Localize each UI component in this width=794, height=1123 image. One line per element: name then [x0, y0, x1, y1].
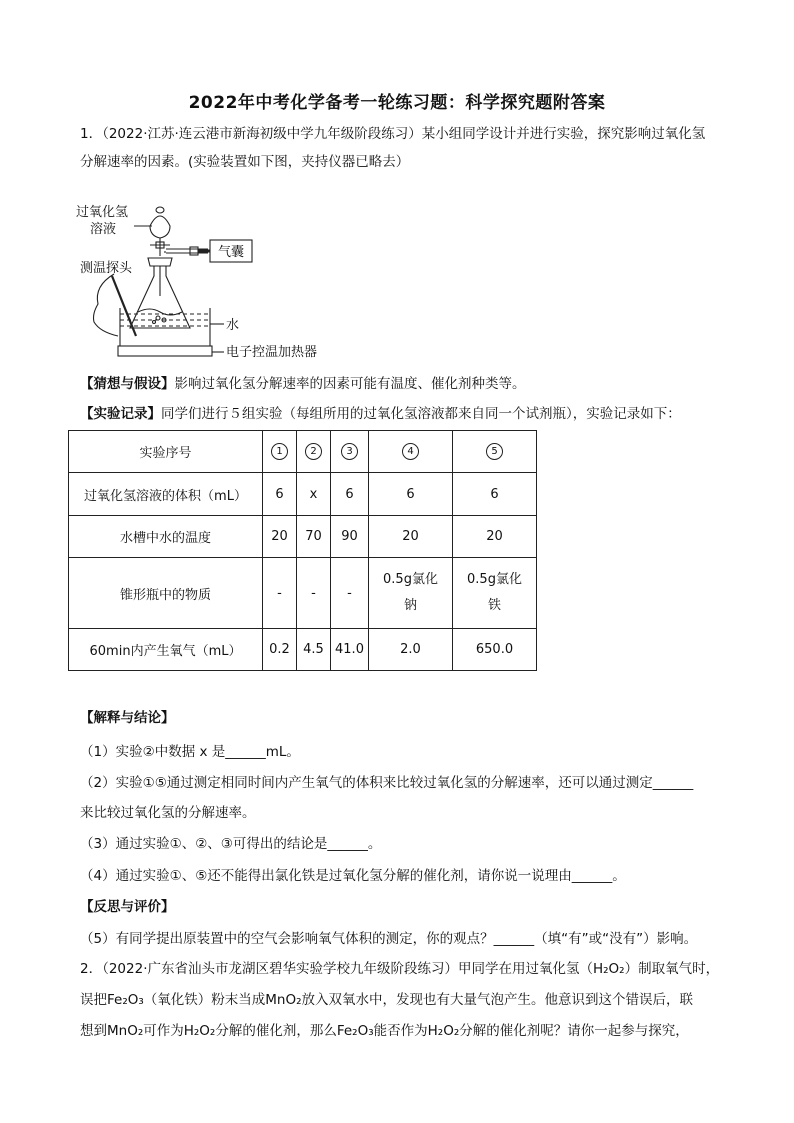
explain-heading: 【解释与结论】: [80, 710, 175, 726]
table-cell: 70: [297, 516, 331, 558]
q2-stem-line1: 2．（2022·广东省汕头市龙湖区碧华实验学校九年级阶段练习）甲同学在用过氧化氢（H₂O₂）制取氧气时，: [80, 961, 720, 977]
table-cell: [369, 431, 453, 473]
q1-sub3: （3）通过实验①、②、③可得出的结论是______。: [80, 836, 382, 852]
table-cell: -: [331, 558, 369, 629]
table-cell: 60min内产生氧气（mL）: [69, 629, 263, 671]
record-line: [80, 404, 740, 424]
table-row: [69, 629, 537, 671]
cell-line: 钠: [403, 598, 417, 613]
label-water: 水: [226, 318, 240, 333]
table-cell: 4.5: [297, 629, 331, 671]
table-cell: 20: [453, 516, 537, 558]
label-heater: 电子控温加热器: [226, 345, 318, 360]
table-row: [69, 431, 537, 473]
table-cell: [331, 431, 369, 473]
table-row: [69, 558, 537, 629]
table-cell: 6: [263, 473, 297, 516]
table-cell: 20: [263, 516, 297, 558]
table-cell: 2.0: [369, 629, 453, 671]
page-title: 2022年中考化学备考一轮练习题：科学探究题附答案: [188, 93, 606, 113]
record-heading: 【实验记录】: [80, 406, 161, 422]
reflect-heading: 【反思与评价】: [80, 899, 175, 915]
table-cell: -: [263, 558, 297, 629]
table-cell: x: [297, 473, 331, 516]
circled-number: 4: [402, 443, 419, 460]
table-row: [69, 516, 537, 558]
label-gas-bag: 气囊: [217, 245, 245, 260]
circled-number: 2: [305, 443, 322, 460]
table-row: [69, 473, 537, 516]
table-cell: 6: [369, 473, 453, 516]
table-cell: 41.0: [331, 629, 369, 671]
hypothesis-line: [80, 374, 740, 394]
apparatus-diagram: [74, 196, 344, 366]
q1-sub2-line1: （2）实验①⑤通过测定相同时间内产生氧气的体积来比较过氧化氢的分解速率，还可以通过测定______: [80, 775, 694, 791]
label-temp-probe: 测温探头: [80, 261, 133, 276]
table-cell: 90: [331, 516, 369, 558]
q1-sub2-line2: 来比较过氧化氢的分解速率。: [80, 805, 256, 821]
table-cell: 水槽中水的温度: [69, 516, 263, 558]
table-cell: 过氧化氢溶液的体积（mL）: [69, 473, 263, 516]
apparatus-drawing: [74, 196, 344, 366]
table-cell: 650.0: [453, 629, 537, 671]
table-cell: 6: [453, 473, 537, 516]
q1-stem-line2: 分解速率的因素。(实验装置如下图，夹持仪器已略去）: [80, 154, 410, 170]
table-cell: 实验序号: [69, 431, 263, 473]
cell-line: 0.5g氯化: [383, 572, 438, 587]
table-cell: [453, 558, 537, 629]
table-cell: 锥形瓶中的物质: [69, 558, 263, 629]
table-cell: 20: [369, 516, 453, 558]
table-cell: [263, 431, 297, 473]
label-h2o2-line1: 过氧化氢: [76, 205, 129, 220]
q1-sub4: （4）通过实验①、⑤还不能得出氯化铁是过氧化氢分解的催化剂，请你说一说理由______。: [80, 868, 626, 884]
table-cell: 6: [331, 473, 369, 516]
record-text: 同学们进行５组实验（每组所用的过氧化氢溶液都来自同一个试剂瓶），实验记录如下：: [161, 406, 681, 422]
table-cell: [297, 431, 331, 473]
circled-number: 1: [271, 443, 288, 460]
q1-sub1: （1）实验②中数据 x 是______mL。: [80, 744, 300, 760]
q2-stem-line3: 想到MnO₂可作为H₂O₂分解的催化剂，那么Fe₂O₃能否作为H₂O₂分解的催化剂呢？请你一起参与探究，: [80, 1023, 689, 1039]
table-cell: 0.2: [263, 629, 297, 671]
q1-stem-line1: 1．（2022·江苏·连云港市新海初级中学九年级阶段练习）某小组同学设计并进行实验，探究影响过氧化氢: [80, 126, 706, 142]
cell-line: 铁: [487, 598, 501, 613]
cell-line: 0.5g氯化: [467, 572, 522, 587]
circled-number: 5: [486, 443, 503, 460]
label-h2o2-line2: 溶液: [90, 222, 117, 237]
q1-sub5: （5）有同学提出原装置中的空气会影响氧气体积的测定，你的观点？______（填“有”或“没有”）影响。: [80, 931, 698, 947]
table-cell: [453, 431, 537, 473]
q2-stem-line2: 误把Fe₂O₃（氧化铁）粉末当成MnO₂放入双氧水中，发现也有大量气泡产生。他意识到这个错误后，联: [80, 992, 694, 1008]
table-cell: -: [297, 558, 331, 629]
hypothesis-heading: 【猜想与假设】: [80, 376, 175, 392]
table-cell: [369, 558, 453, 629]
hypothesis-text: 影响过氧化氢分解速率的因素可能有温度、催化剂种类等。: [174, 376, 526, 392]
circled-number: 3: [341, 443, 358, 460]
experiment-table: [68, 430, 537, 671]
